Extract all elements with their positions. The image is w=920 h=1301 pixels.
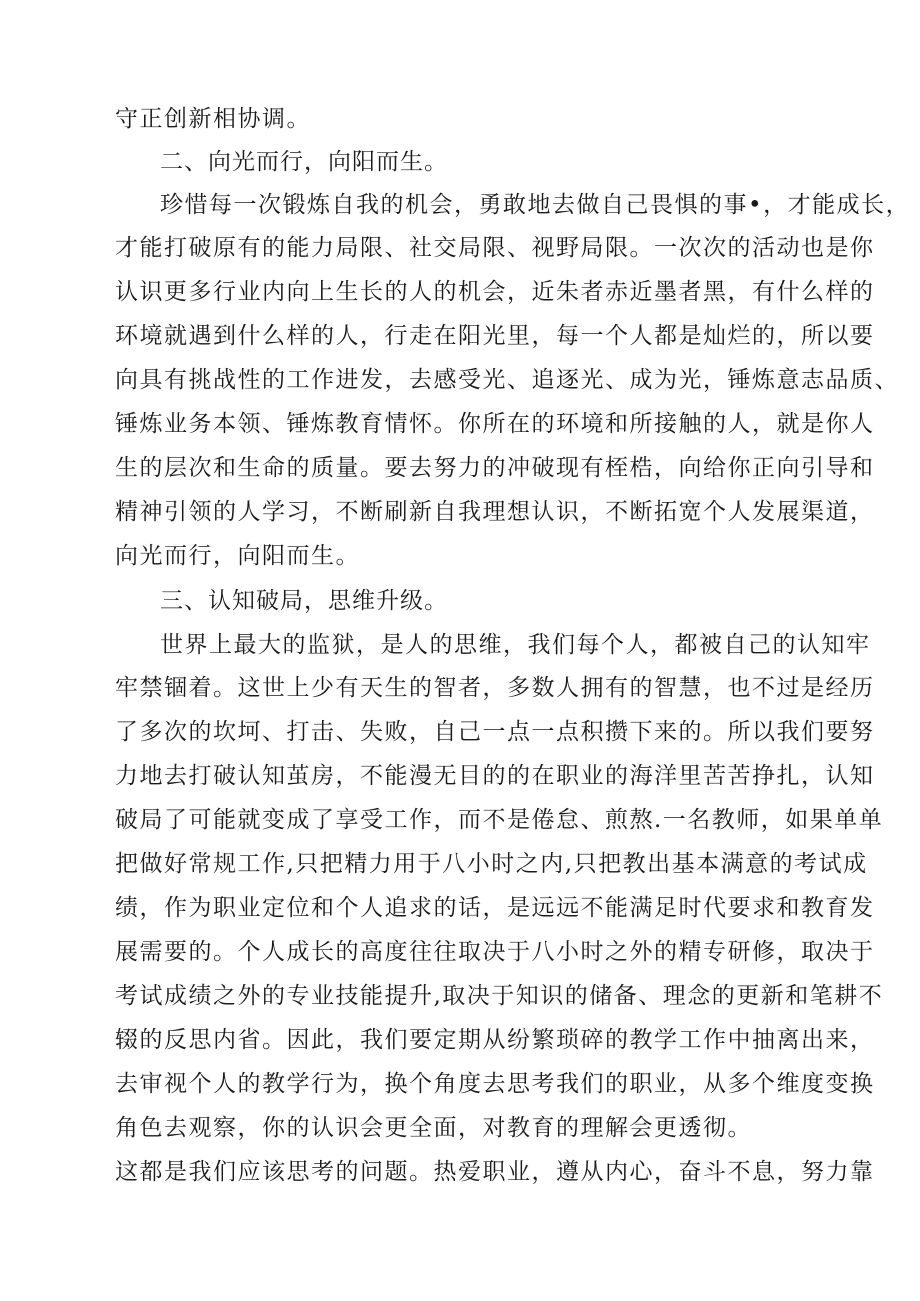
text-line: 去审视个人的教学行为，换个角度去思考我们的职业，从多个维度变换 <box>115 1071 875 1097</box>
text-line: 牢禁锢着。这世上少有天生的智者，多数人拥有的智慧，也不过是经历 <box>115 675 875 701</box>
text-line: 向具有挑战性的工作进发，去感受光、追逐光、成为光，锤炼意志品质、 <box>115 367 899 393</box>
text-line: 辍的反思内省。因此，我们要定期从纷繁琐碎的教学工作中抽离出来， <box>115 1027 875 1053</box>
text-line: 生的层次和生命的质量。要去努力的冲破现有桎梏，向给你正向引导和 <box>115 455 875 481</box>
text-line: 认识更多行业内向上生长的人的机会，近朱者赤近墨者黑，有什么样的 <box>115 279 875 305</box>
text-line: 锤炼业务本领、锤炼教育情怀。你所在的环境和所接触的人，就是你人 <box>115 411 875 437</box>
text-line: 力地去打破认知茧房，不能漫无目的的在职业的海洋里苦苦挣扎，认知 <box>115 763 875 789</box>
text-line: 了多次的坎坷、打击、失败，自己一点一点积攒下来的。所以我们要努 <box>115 719 875 745</box>
text-line: 环境就遇到什么样的人，行走在阳光里，每一个人都是灿烂的，所以要 <box>115 323 875 349</box>
text-line: 才能打破原有的能力局限、社交局限、视野局限。一次次的活动也是你 <box>115 235 875 261</box>
text-line: 这都是我们应该思考的问题。热爱职业，遵从内心，奋斗不息，努力靠 <box>115 1159 875 1185</box>
text-line: 精神引领的人学习，不断刷新自我理想认识，不断拓宽个人发展渠道， <box>115 499 875 525</box>
text-line: 绩，作为职业定位和个人追求的话，是远远不能满足时代要求和教育发 <box>115 895 875 921</box>
section-heading: 三、认知破局，思维升级。 <box>160 588 448 614</box>
text-line: 守正创新相协调。 <box>115 106 311 132</box>
text-line: 展需要的。个人成长的高度往往取决于八小时之外的精专研修，取决于 <box>115 939 875 965</box>
text-line: 角色去观察，你的认识会更全面，对教育的理解会更透彻。 <box>115 1115 752 1141</box>
text-line: 把做好常规工作,只把精力用于八小时之内,只把教出基本满意的考试成 <box>115 851 868 877</box>
section-heading: 二、向光而行，向阳而生。 <box>160 149 448 175</box>
text-line: 破局了可能就变成了享受工作，而不是倦怠、煎熬.一名教师，如果单单 <box>115 807 884 833</box>
text-line: 珍惜每一次锻炼自我的机会，勇敢地去做自己畏惧的事•，才能成长， <box>160 192 911 218</box>
text-line: 世界上最大的监狱，是人的思维，我们每个人，都被自己的认知牢 <box>160 632 871 658</box>
text-line: 考试成绩之外的专业技能提升,取决于知识的储备、理念的更新和笔耕不 <box>115 983 884 1009</box>
text-line: 向光而行，向阳而生。 <box>115 543 360 569</box>
